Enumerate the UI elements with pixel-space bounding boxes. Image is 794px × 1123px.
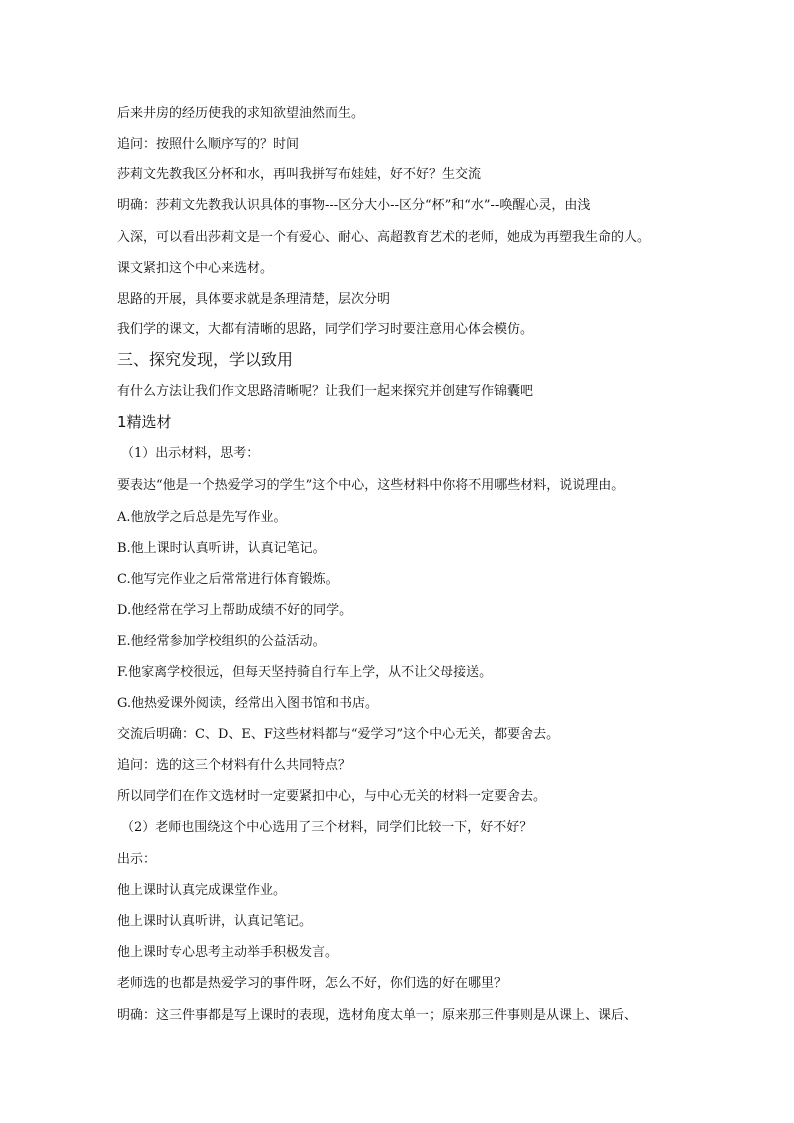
list-item: B.他上课时认真听讲，认真记笔记。 <box>117 541 326 556</box>
paragraph-line: 出示： <box>117 852 157 867</box>
paragraph-line: 明确：这三件事都是写上课时的表现，选材角度太单一；原来那三件事则是从课上、课后、 <box>117 1008 638 1023</box>
list-item: E.他经常参加学校组织的公益活动。 <box>117 634 326 649</box>
paragraph-line: 要表达“他是一个热爱学习的学生”这个中心，这些材料中你将不用哪些材料，说说理由。 <box>117 478 625 493</box>
paragraph-line: （1）出示材料，思考： <box>121 446 260 461</box>
paragraph-line: 追问：选的这三个材料有什么共同特点？ <box>117 758 352 773</box>
paragraph-line: 明确：莎莉文先教我认识具体的事物---区分大小--区分“杯”和“水”--唤醒心灵，由浅 <box>117 198 591 213</box>
paragraph-line: 我们学的课文，大都有清晰的思路，同学们学习时要注意用心体会模仿。 <box>117 322 534 337</box>
paragraph-line: （2）老师也围绕这个中心选用了三个材料，同学们比较一下，好不好？ <box>121 820 533 835</box>
paragraph-line: 他上课时认真完成课堂作业。 <box>117 883 287 898</box>
paragraph-line: 所以同学们在作文选材时一定要紧扣中心，与中心无关的材料一定要舍去。 <box>117 789 547 804</box>
list-item: G.他热爱课外阅读，经常出入图书馆和书店。 <box>117 696 379 711</box>
paragraph-line: 后来井房的经历使我的求知欲望油然而生。 <box>117 106 365 121</box>
paragraph-line: 课文紧扣这个中心来选材。 <box>117 261 274 276</box>
paragraph-line: 他上课时认真听讲，认真记笔记。 <box>117 914 313 929</box>
paragraph-line: 老师选的也都是热爱学习的事件呀，怎么不好，你们选的好在哪里？ <box>117 976 508 991</box>
paragraph-line: 入深，可以看出莎莉文是一个有爱心、耐心、高超教育艺术的老师，她成为再塑我生命的人。 <box>117 230 651 245</box>
list-item: C.他写完作业之后常常进行体育锻炼。 <box>117 572 339 587</box>
paragraph-line: 追问：按照什么顺序写的？时间 <box>117 137 300 152</box>
paragraph-line: 交流后明确：C、D、E、F这些材料都与“爱学习”这个中心无关，都要舍去。 <box>117 727 560 742</box>
paragraph-line: 思路的开展，具体要求就是条理清楚，层次分明 <box>117 292 391 307</box>
paragraph-line: 有什么方法让我们作文思路清晰呢？让我们一起来探究并创建写作锦囊吧 <box>117 384 534 399</box>
section-heading: 三、探究发现，学以致用 <box>117 350 294 369</box>
list-item: F.他家离学校很远，但每天坚持骑自行车上学，从不让父母接送。 <box>117 665 493 680</box>
paragraph-line: 他上课时专心思考主动举手积极发言。 <box>117 945 339 960</box>
list-item: D.他经常在学习上帮助成绩不好的同学。 <box>117 603 353 618</box>
list-item: A.他放学之后总是先写作业。 <box>117 510 287 525</box>
subsection-heading: 1精选材 <box>117 413 172 431</box>
paragraph-line: 莎莉文先教我区分杯和水，再叫我拼写布娃娃，好不好？生交流 <box>117 167 482 182</box>
